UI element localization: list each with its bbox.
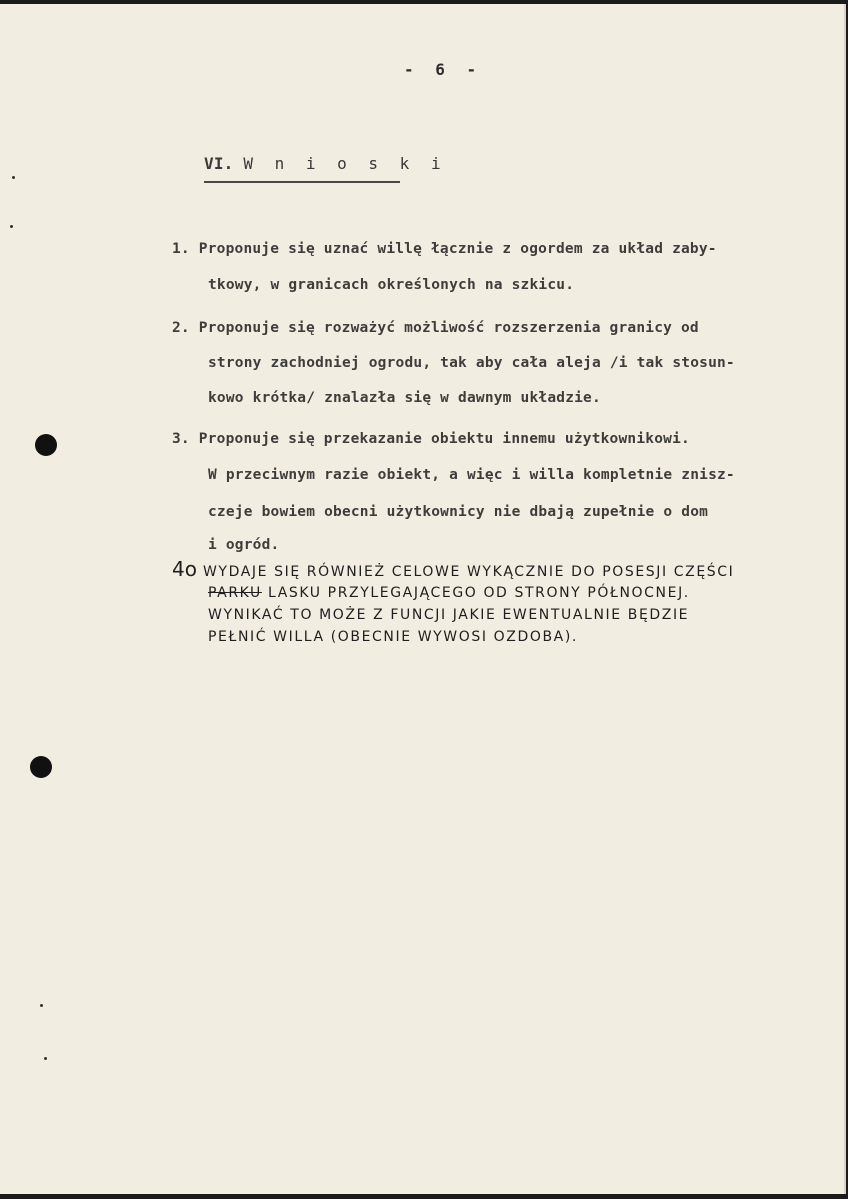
handwritten-line-2 (208, 585, 690, 601)
document-page (0, 4, 846, 1194)
list-item-line: W przeciwnym razie obiekt, a więc i willa kompletnie znisz- (208, 467, 735, 483)
list-item-line: czeje bowiem obecni użytkownicy nie dbają zupełnie o dom (208, 504, 709, 520)
list-item-line: i ogród. (208, 537, 280, 553)
list-item-line: strony zachodniej ogrodu, tak aby cała aleja /i tak stosun- (208, 355, 735, 371)
list-item-line: 3. Proponuje się przekazanie obiektu innemu użytkownikowi. (172, 431, 690, 447)
handwritten-marker: 4o (172, 557, 197, 581)
struck-word: PARKU (208, 585, 262, 601)
list-item-line: tkowy, w granicach określonych na szkicu. (208, 277, 575, 293)
section-numeral: VI. (204, 154, 234, 173)
section-heading (204, 154, 447, 173)
handwritten-line-3: WYNIKAĆ TO MOŻE Z FUNCJI JAKIE EWENTUALNIE BĘDZIE (208, 607, 690, 623)
binder-hole-upper (35, 434, 57, 456)
list-item-line: kowo krótka/ znalazła się w dawnym układzie. (208, 390, 601, 406)
paper-speck (44, 1057, 47, 1060)
list-item-line: 2. Proponuje się rozważyć możliwość rozszerzenia granicy od (172, 320, 699, 336)
page-number: - 6 - (404, 60, 483, 79)
section-title: W n i o s k i (243, 154, 447, 173)
paper-speck (40, 1004, 43, 1007)
paper-speck (12, 176, 15, 179)
paper-speck (10, 225, 13, 228)
handwritten-text: LASKU PRZYLEGAJĄCEGO OD STRONY PÓŁNOCNEJ. (267, 585, 690, 601)
handwritten-line-4: PEŁNIĆ WILLA (OBECNIE WYWOSI OZDOBA). (208, 629, 578, 645)
handwritten-line-1 (172, 557, 734, 581)
list-item-line: 1. Proponuje się uznać willę łącznie z ogordem za układ zaby- (172, 241, 717, 257)
binder-hole-lower (30, 756, 52, 778)
heading-underline (204, 181, 400, 183)
handwritten-text: WYDAJE SIĘ RÓWNIEŻ CELOWE WYKĄCZNIE DO POSESJI CZĘŚCI (202, 564, 735, 580)
